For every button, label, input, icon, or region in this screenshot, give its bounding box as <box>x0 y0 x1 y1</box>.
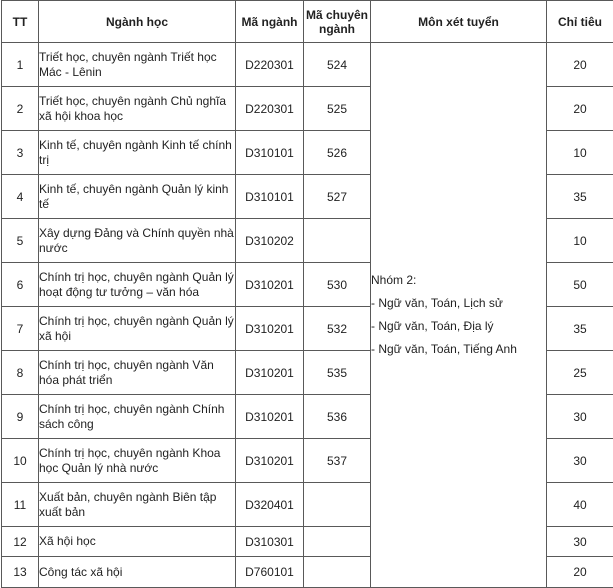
row-number: 13 <box>2 557 39 588</box>
quota: 20 <box>547 557 613 588</box>
program-name: Chính trị học, chuyên ngành Quản lý hoạt động tư tưởng – văn hóa <box>39 263 236 307</box>
subject-combination: - Ngữ văn, Toán, Địa lý <box>371 315 546 338</box>
header-spec-code: Mã chuyên ngành <box>304 1 371 43</box>
quota: 10 <box>547 131 613 175</box>
specialization-code: 524 <box>304 43 371 87</box>
quota: 30 <box>547 439 613 483</box>
major-code: D310201 <box>236 263 304 307</box>
quota: 10 <box>547 219 613 263</box>
quota: 20 <box>547 43 613 87</box>
specialization-code: 537 <box>304 439 371 483</box>
major-code: D310301 <box>236 527 304 557</box>
header-major-code: Mã ngành <box>236 1 304 43</box>
admissions-table <box>1 0 613 588</box>
major-code: D310201 <box>236 395 304 439</box>
table-body <box>2 43 613 588</box>
major-code: D320401 <box>236 483 304 527</box>
quota: 40 <box>547 483 613 527</box>
major-code: D220301 <box>236 87 304 131</box>
subject-group-title: Nhóm 2: <box>371 269 546 292</box>
major-code: D310202 <box>236 219 304 263</box>
row-number: 12 <box>2 527 39 557</box>
specialization-code: 535 <box>304 351 371 395</box>
major-code: D760101 <box>236 557 304 588</box>
row-number: 8 <box>2 351 39 395</box>
quota: 30 <box>547 395 613 439</box>
program-name: Triết học, chuyên ngành Chủ nghĩa xã hội khoa học <box>39 87 236 131</box>
quota: 35 <box>547 307 613 351</box>
program-name: Kinh tế, chuyên ngành Quản lý kinh tế <box>39 175 236 219</box>
major-code: D310101 <box>236 175 304 219</box>
program-name: Chính trị học, chuyên ngành Chính sách công <box>39 395 236 439</box>
row-number: 3 <box>2 131 39 175</box>
specialization-code: 530 <box>304 263 371 307</box>
row-number: 9 <box>2 395 39 439</box>
header-program: Ngành học <box>39 1 236 43</box>
row-number: 4 <box>2 175 39 219</box>
quota: 25 <box>547 351 613 395</box>
specialization-code: 536 <box>304 395 371 439</box>
specialization-code: 526 <box>304 131 371 175</box>
program-name: Triết học, chuyên ngành Triết học Mác - Lênin <box>39 43 236 87</box>
program-name: Xã hội học <box>39 527 236 557</box>
subject-combination: - Ngữ văn, Toán, Lịch sử <box>371 292 546 315</box>
major-code: D220301 <box>236 43 304 87</box>
header-quota: Chỉ tiêu <box>547 1 613 43</box>
specialization-code <box>304 219 371 263</box>
header-tt: TT <box>2 1 39 43</box>
row-number: 6 <box>2 263 39 307</box>
major-code: D310201 <box>236 439 304 483</box>
program-name: Chính trị học, chuyên ngành Quản lý xã hội <box>39 307 236 351</box>
program-name: Xây dựng Đảng và Chính quyền nhà nước <box>39 219 236 263</box>
row-number: 7 <box>2 307 39 351</box>
specialization-code: 532 <box>304 307 371 351</box>
program-name: Chính trị học, chuyên ngành Văn hóa phát triển <box>39 351 236 395</box>
program-name: Xuất bản, chuyên ngành Biên tập xuất bản <box>39 483 236 527</box>
major-code: D310201 <box>236 351 304 395</box>
row-number: 10 <box>2 439 39 483</box>
header-row <box>2 1 613 43</box>
row-number: 1 <box>2 43 39 87</box>
header-subjects: Môn xét tuyển <box>371 1 547 43</box>
major-code: D310101 <box>236 131 304 175</box>
specialization-code: 527 <box>304 175 371 219</box>
table-row <box>2 43 613 87</box>
program-name: Kinh tế, chuyên ngành Kinh tế chính trị <box>39 131 236 175</box>
program-name: Công tác xã hội <box>39 557 236 588</box>
subject-combination: - Ngữ văn, Toán, Tiếng Anh <box>371 338 546 361</box>
quota: 20 <box>547 87 613 131</box>
row-number: 2 <box>2 87 39 131</box>
subject-groups <box>371 43 547 588</box>
quota: 35 <box>547 175 613 219</box>
specialization-code <box>304 557 371 588</box>
row-number: 5 <box>2 219 39 263</box>
quota: 30 <box>547 527 613 557</box>
specialization-code <box>304 527 371 557</box>
program-name: Chính trị học, chuyên ngành Khoa học Quản lý nhà nước <box>39 439 236 483</box>
quota: 50 <box>547 263 613 307</box>
major-code: D310201 <box>236 307 304 351</box>
specialization-code <box>304 483 371 527</box>
row-number: 11 <box>2 483 39 527</box>
specialization-code: 525 <box>304 87 371 131</box>
